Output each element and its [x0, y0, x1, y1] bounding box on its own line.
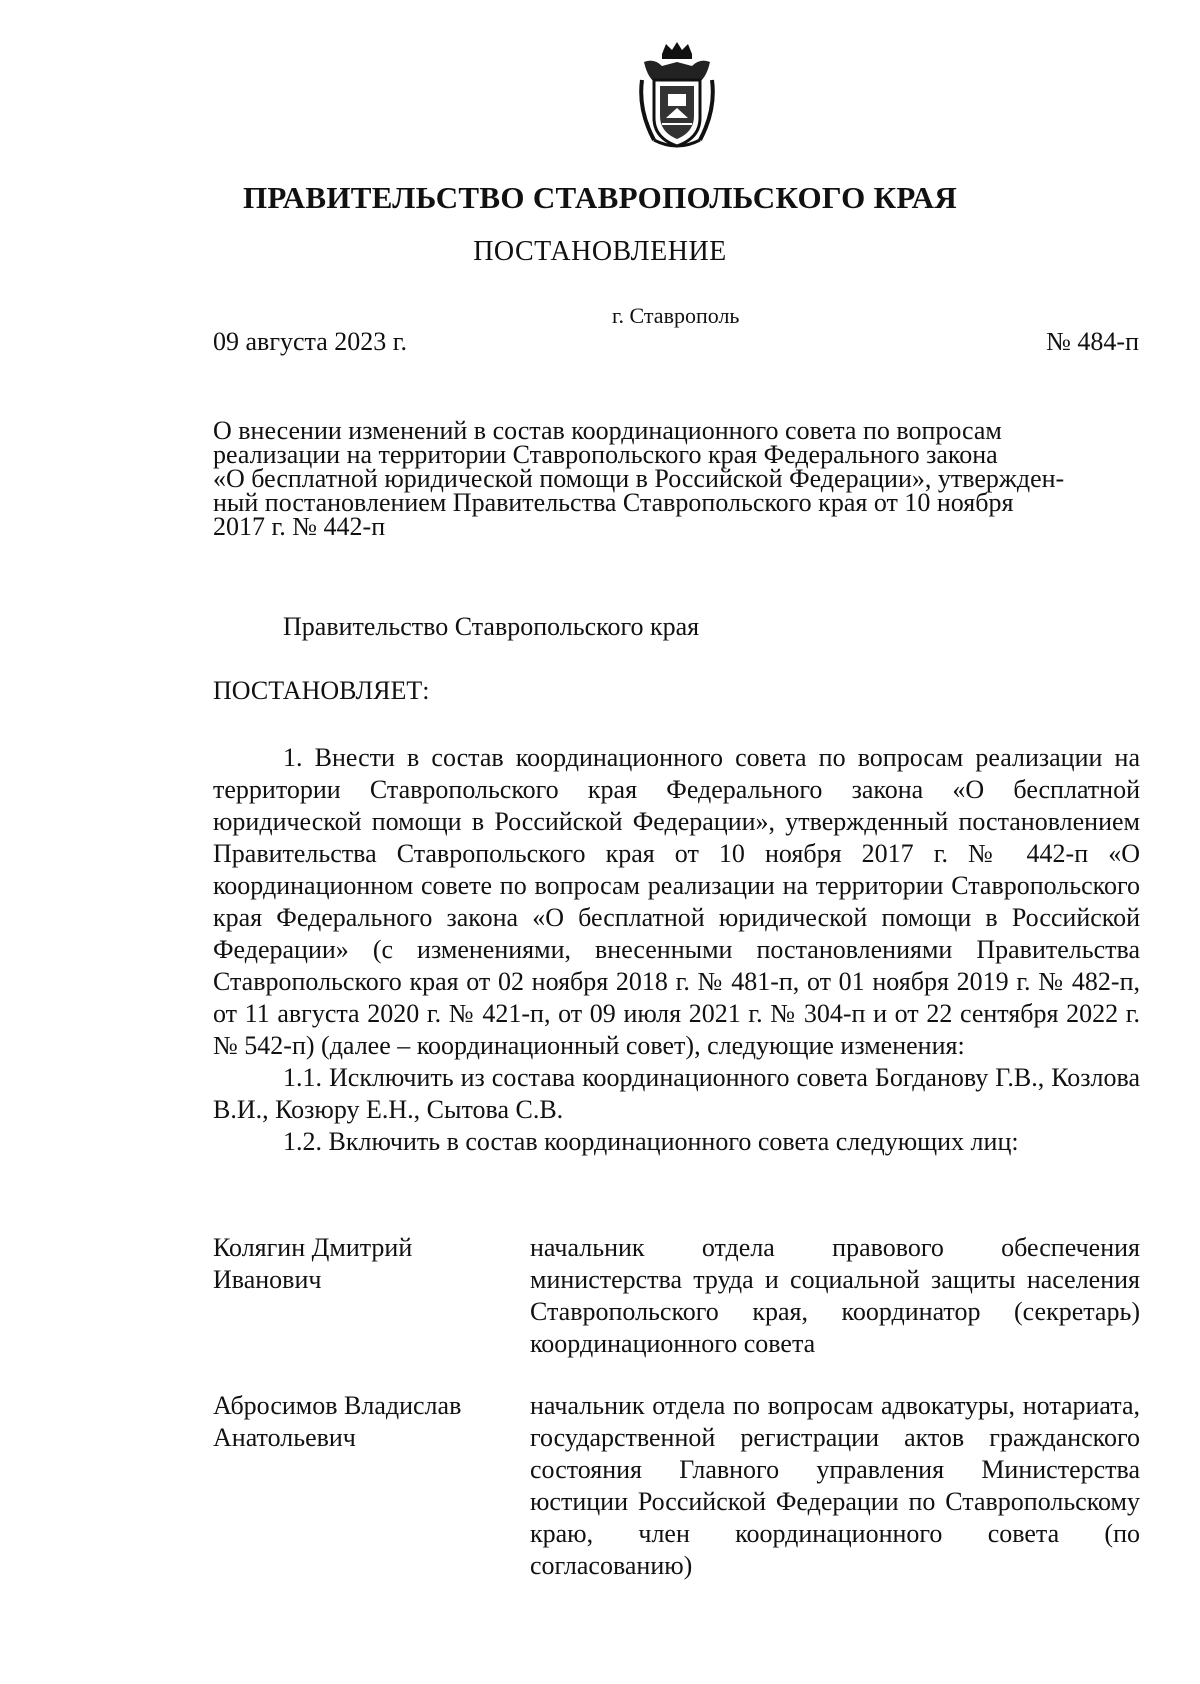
subject-line: «О бесплатной юридической помощи в Российской Федерации», утвержден- [213, 464, 1065, 493]
member-name: Абросимов Владислав Анатольевич [213, 1391, 462, 1452]
document-date: 09 августа 2023 г. [213, 327, 407, 356]
document-type: ПОСТАНОВЛЕНИЕ [473, 236, 727, 267]
subject-line: О внесении изменений в состав координационного совета по вопросам [213, 416, 1002, 445]
subject-line: 2017 г. № 442-п [213, 512, 386, 541]
subject-line: реализации на территории Ставропольского края Федерального закона [213, 440, 998, 469]
issuer: Правительство Ставропольского края [283, 612, 700, 641]
document-subject [213, 416, 1140, 541]
paragraph-1: 1. Внести в состав координационного совета по вопросам реализации на территории Ставропольского края Федерального закона «О бесплатной юридической помощи в Российской Федерации», утвержденный постановлением Правительства Ставропольского края от 10 ноября 2017 г. № 442-п «О координационном совете по вопросам реализации на территории Ставропольского края Федерального закона «О бесплатной юридической помощи в Российской Федерации» (с изменениями, внесенными постановлениями Правительства Ставропольского края от 02 ноября 2018 г. № 481-п, от 01 ноября 2019 г. № 482-п, от 11 августа 2020 г. № 421-п, от 09 июля 2021 г. № 304-п и от 22 сентября 2022 г. № 542-п) (далее – координационный совет), следующие изменения: [213, 743, 1140, 1060]
document-number: № 484-п [1046, 327, 1139, 356]
paragraph-1-2: 1.2. Включить в состав координационного совета следующих лиц: [283, 1127, 1019, 1156]
member-role: начальник отдела по вопросам адвокатуры, нотариата, государственной регистрации актов гражданского состояния Главного управления Министерства юстиции Российской Федерации по Ставропольскому краю, член координационного совета (по согласованию) [530, 1391, 1140, 1580]
member-role: начальник отдела правового обеспечения министерства труда и социальной защиты населения Ставропольского края, координатор (секретарь) координационного совета [530, 1233, 1140, 1358]
city: г. Ставрополь [612, 303, 740, 328]
subject-line: ный постановлением Правительства Ставропольского края от 10 ноября [213, 488, 1014, 517]
government-title: ПРАВИТЕЛЬСТВО СТАВРОПОЛЬСКОГО КРАЯ [242, 180, 958, 215]
document-body [213, 742, 1140, 1158]
paragraph-1-1: 1.1. Исключить из состава координационного совета Богданову Г.В., Козлова В.И., Козюру Е.Н., Сытова С.В. [213, 1063, 1140, 1124]
member-name: Колягин Дмитрий Иванович [213, 1233, 413, 1294]
decision-heading: ПОСТАНОВЛЯЕТ: [213, 676, 430, 705]
stavropol-coat-of-arms-icon [632, 40, 722, 152]
